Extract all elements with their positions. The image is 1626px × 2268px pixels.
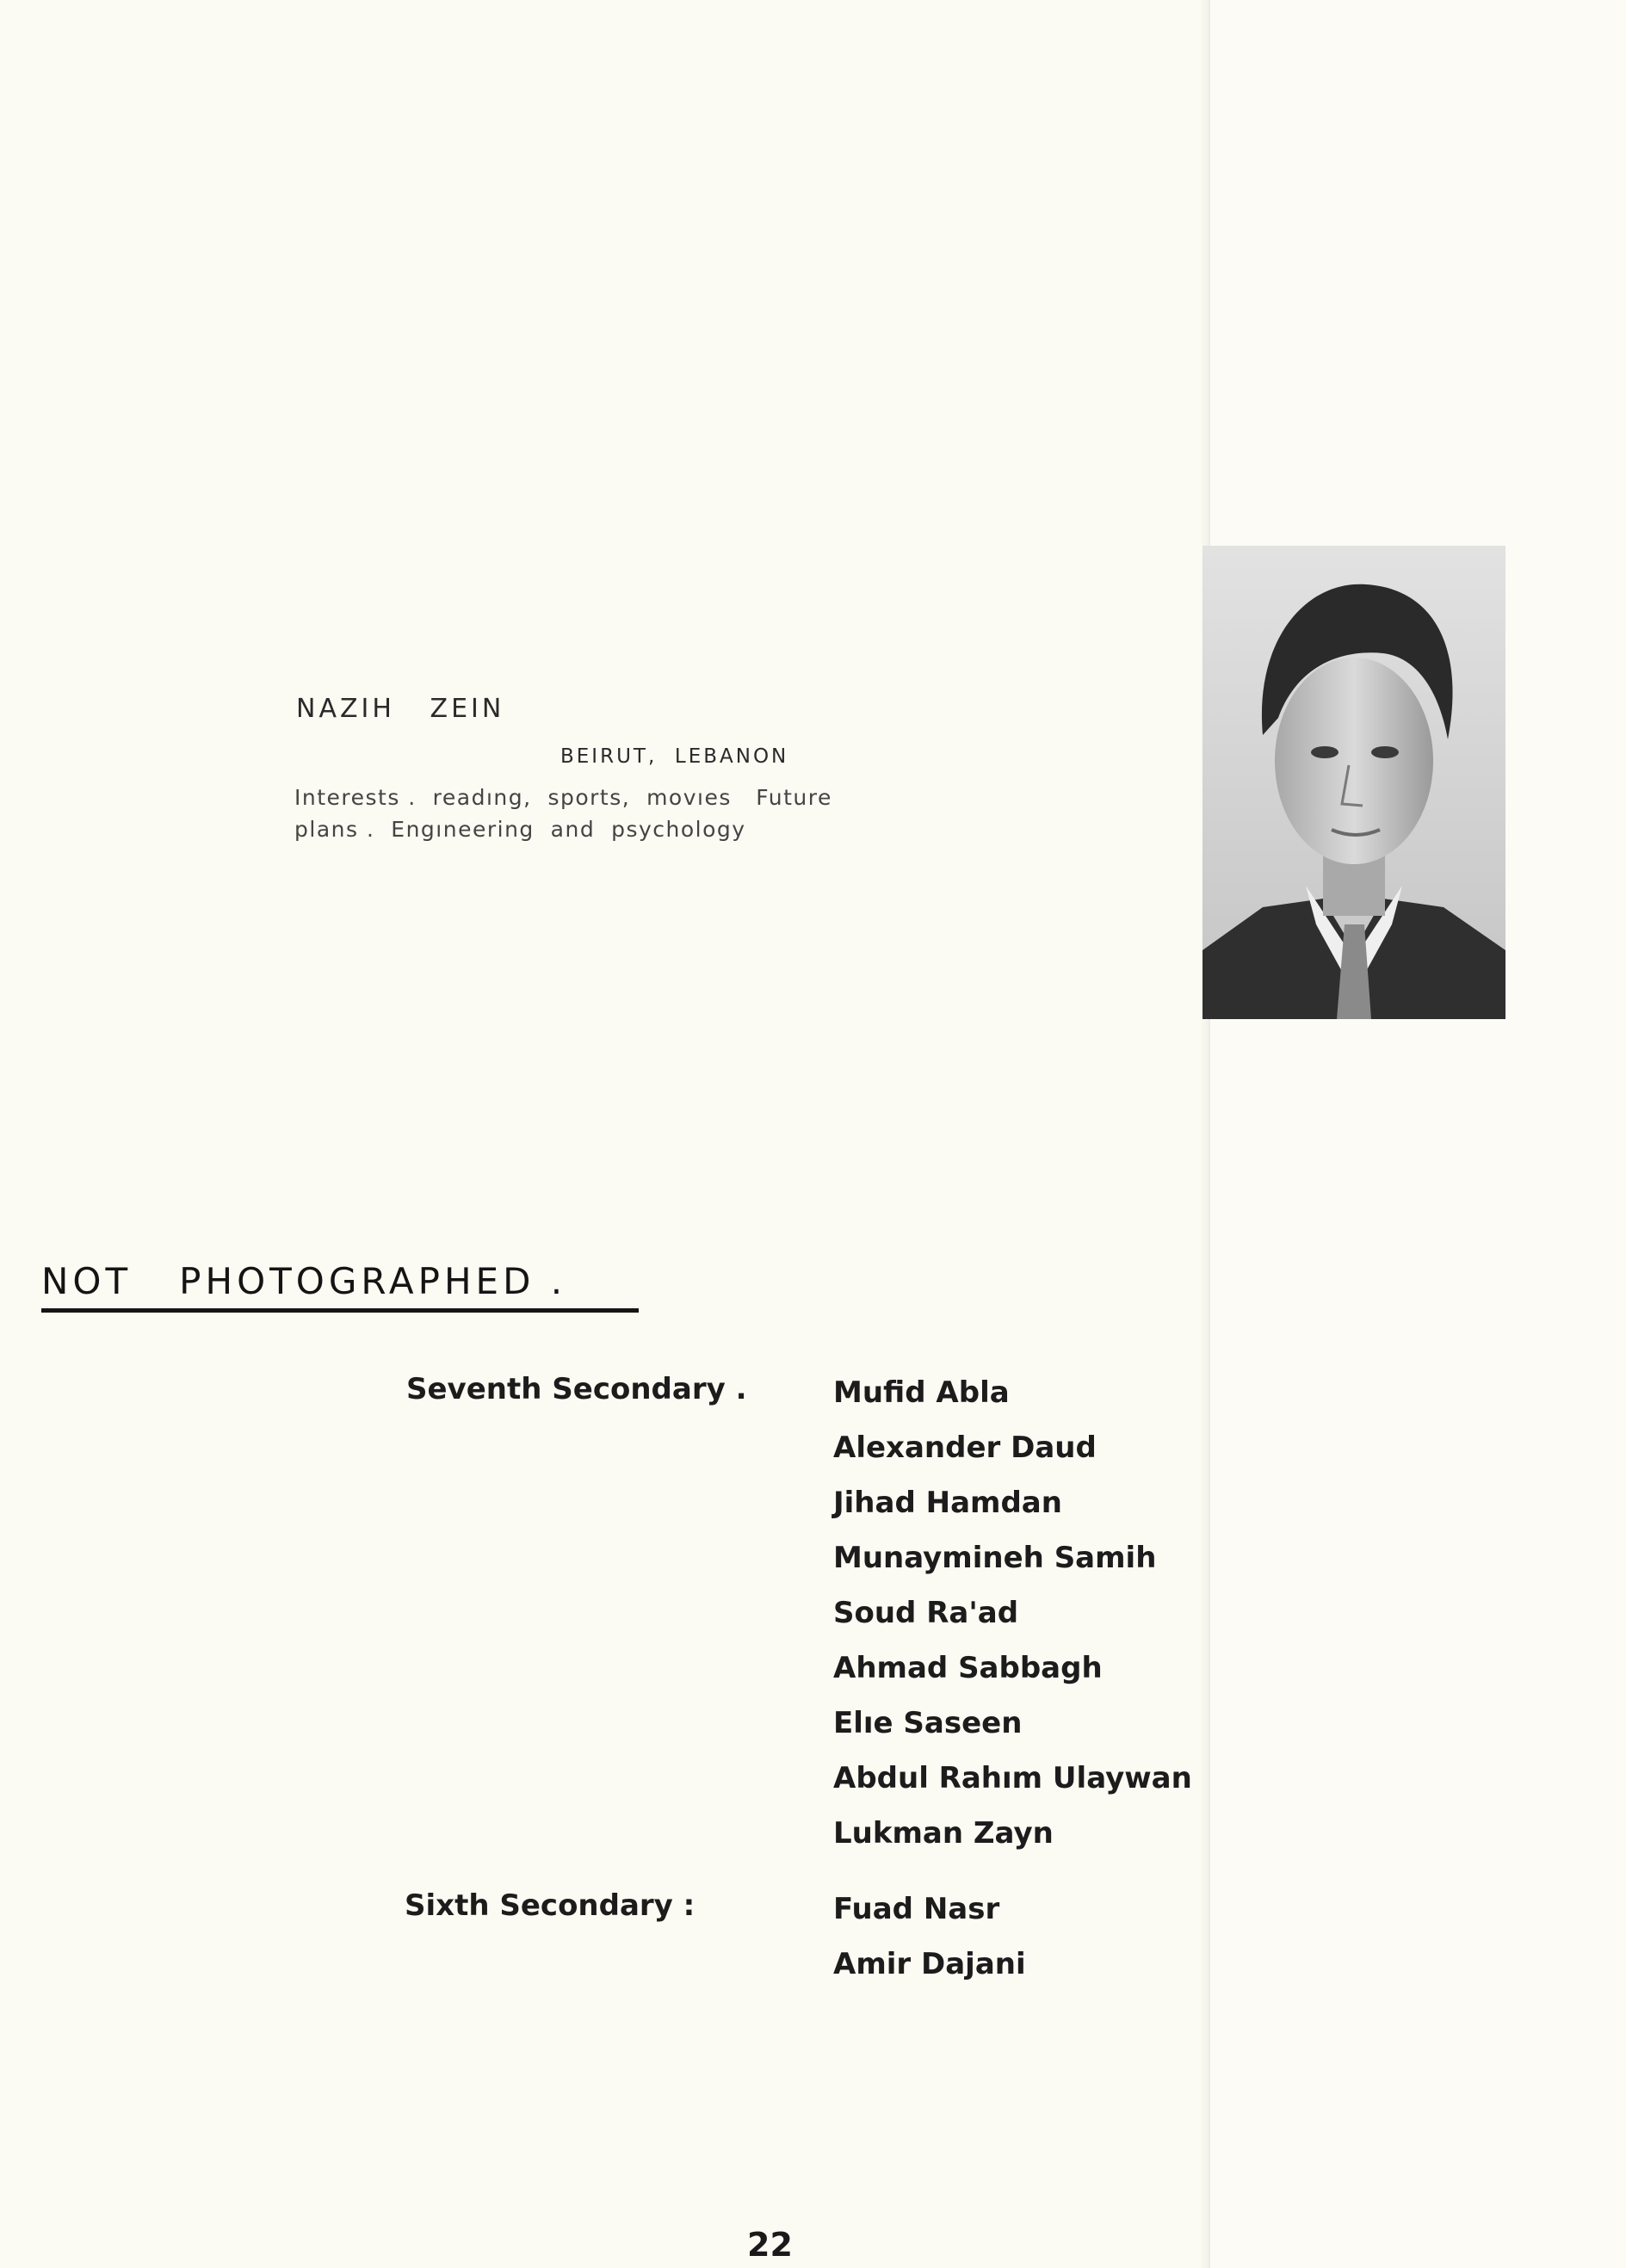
student-hometown: BEIRUT, LEBANON [560, 745, 789, 768]
heading-underline [41, 1308, 639, 1313]
group-label-seventh-secondary: Seventh Secondary . [406, 1372, 747, 1406]
list-item: Munaymineh Samih [833, 1541, 1157, 1575]
page-fold-shadow [1200, 0, 1209, 2268]
list-item: Alexander Daud [833, 1431, 1097, 1465]
list-item: Mufid Abla [833, 1375, 1010, 1410]
list-item: Jihad Hamdan [833, 1486, 1062, 1520]
student-bio [294, 782, 832, 845]
student-portrait-photo [1202, 546, 1505, 1019]
page-number: 22 [747, 2226, 793, 2264]
list-item: Abdul Rahım Ulaywan [833, 1761, 1192, 1795]
not-photographed-heading: NOT PHOTOGRAPHED . [41, 1260, 567, 1302]
list-item: Amir Dajani [833, 1947, 1026, 1981]
list-item: Ahmad Sabbagh [833, 1651, 1103, 1685]
seventh-secondary-name-list [833, 1372, 1192, 1868]
group-label-sixth-secondary: Sixth Secondary : [405, 1888, 696, 1923]
facing-page-edge [1209, 0, 1626, 2268]
bio-line-1: Interests . readıng, sports, movıes Future [294, 785, 832, 810]
sixth-secondary-name-list [833, 1888, 1026, 1999]
list-item: Elıe Saseen [833, 1706, 1023, 1740]
student-name: NAZIH ZEIN [296, 694, 505, 724]
list-item: Soud Ra'ad [833, 1596, 1019, 1630]
list-item: Fuad Nasr [833, 1892, 1000, 1926]
bio-line-2: plans . Engıneering and psychology [294, 817, 746, 842]
list-item: Lukman Zayn [833, 1816, 1054, 1851]
